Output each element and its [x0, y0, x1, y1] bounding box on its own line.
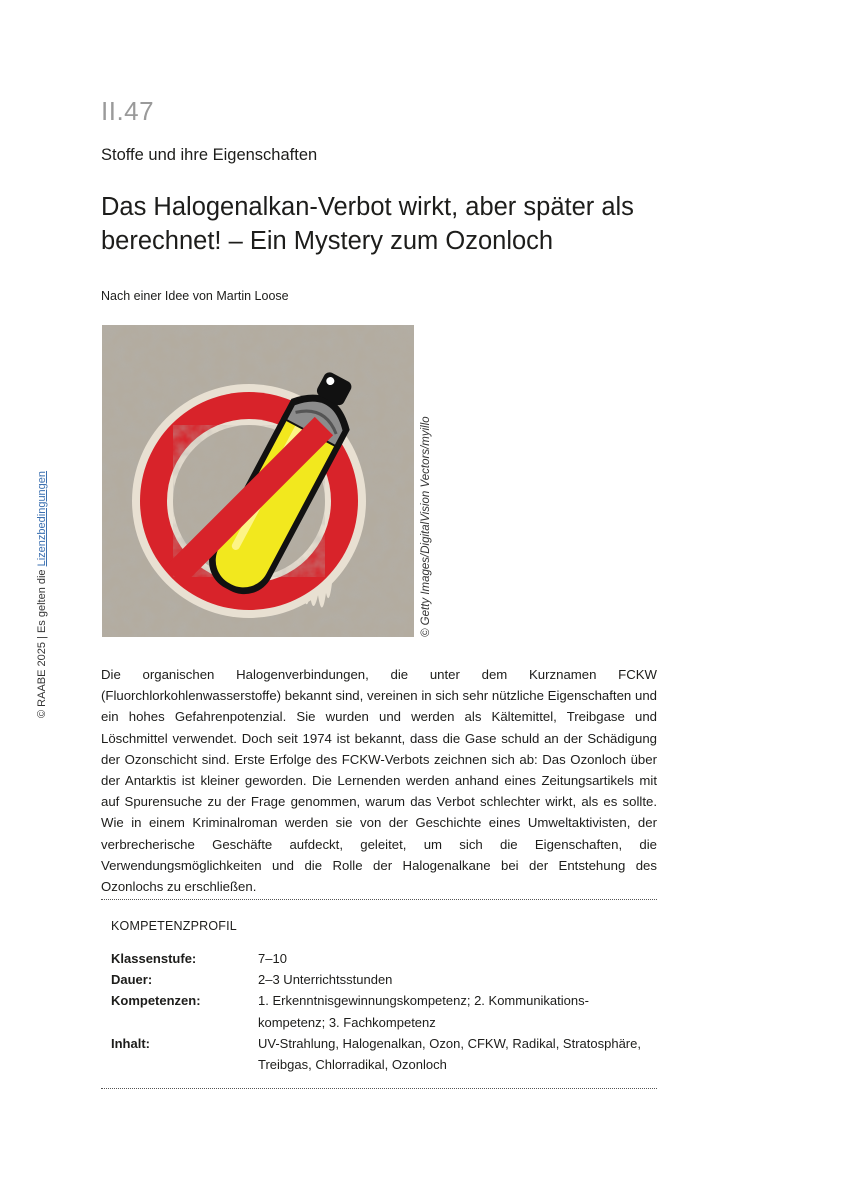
profile-label: Inhalt:: [111, 1035, 150, 1051]
profile-row-grade: [111, 948, 651, 969]
author-credit: Nach einer Idee von Martin Loose: [101, 289, 289, 303]
competence-profile-table: [111, 948, 651, 1075]
unit-number: II.47: [101, 96, 155, 126]
profile-value: 2–3 Unterrichtsstunden: [258, 972, 393, 988]
no-spray-can-illustration: [102, 325, 414, 637]
license-prefix: © RAABE 2025 | Es gelten die: [36, 566, 48, 718]
page-title: [101, 190, 661, 258]
profile-row-duration: [111, 969, 651, 990]
no-spray-can-icon: [102, 325, 414, 637]
divider-top: [101, 899, 657, 900]
image-credit: © Getty Images/DigitalVision Vectors/myillo: [420, 416, 432, 637]
profile-value: UV-Strahlung, Halogenalkan, Ozon, CFKW, Radikal, Stratosphäre, Treibgas, Chlorradikal, Ozonloch: [258, 1035, 641, 1073]
subject-heading: Stoffe und ihre Eigenschaften: [101, 146, 318, 164]
title-line-2: berechnet! – Ein Mystery zum Ozonloch: [101, 227, 554, 255]
intro-paragraph: Die organischen Halogenverbindungen, die unter dem Kurznamen FCKW (Fluorchlorkohlenwasserstoffe) bekannt sind, vereinen in sich sehr nützliche Eigenschaften und ein hohes Gefahrenpotenzial. Sie wurden und werden als Kältemittel, Treibgase und Löschmittel verwendet. Doch seit 1974 ist bekannt, dass die Gase schuld an der Schädigung der Ozonschicht sind. Erste Erfolge des FCKW-Verbots zeichnen sich ab: Das Ozonloch über der Antarktis ist kleiner geworden. Die Lernenden werden anhand eines Zeitungsartikels mit auf Spurensuche zu der Frage genommen, warum das Verbot schlechter wirkt, als es sollte. Wie in einem Kriminalroman werden sie von der Geschichte eines Umweltaktivisten, der verbrecherische Geschäfte aufdeckt, geleitet, um sich die Eigenschaften, die Verwendungsmöglichkeiten und die Rolle der Halogenalkane bei der Entstehung des Ozonlochs zu erschließen.: [101, 667, 657, 895]
profile-label: Klassenstufe:: [111, 951, 197, 966]
title-line-1: Das Halogenalkan-Verbot wirkt, aber später als: [101, 193, 634, 221]
profile-value: 1. Erkenntnisgewinnungskompetenz; 2. Kommunikationskompetenz; 3. Fachkompetenz: [258, 993, 589, 1030]
profile-heading: KOMPETENZPROFIL: [111, 919, 237, 933]
profile-row-content: [111, 1033, 651, 1075]
divider-bottom: [101, 1088, 657, 1089]
license-notice: [36, 471, 48, 718]
profile-label: Dauer:: [111, 972, 153, 988]
profile-label: Kompetenzen:: [111, 993, 201, 1009]
profile-row-competences: [111, 990, 651, 1032]
profile-value: 7–10: [258, 951, 287, 966]
license-link[interactable]: Lizenzbedingungen: [36, 470, 48, 567]
